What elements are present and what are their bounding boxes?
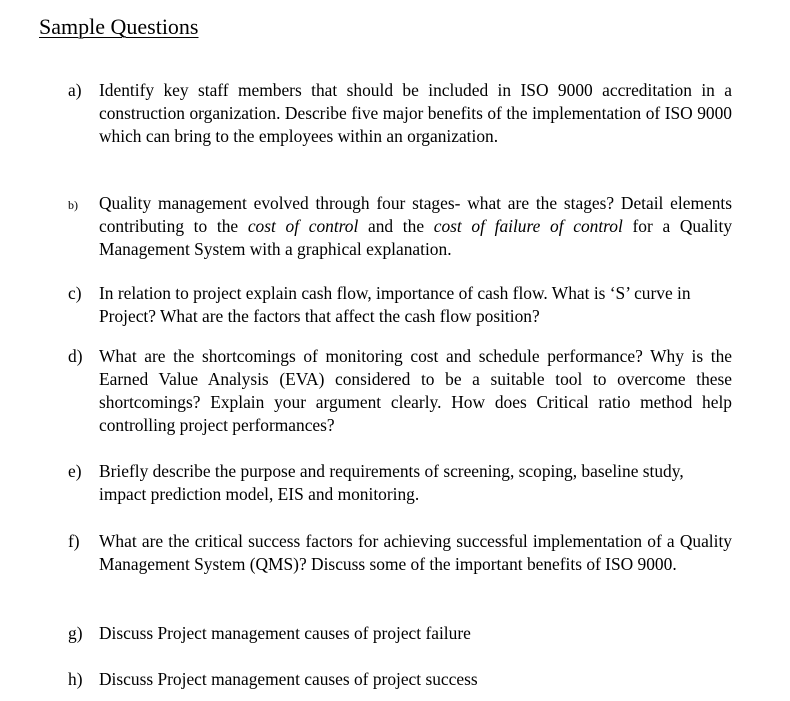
page-title: Sample Questions (39, 14, 199, 39)
question-text-emphasis: cost of control (247, 216, 359, 236)
question-item-b (68, 192, 732, 261)
question-label: d) (68, 346, 83, 366)
question-item-a (68, 79, 732, 148)
question-item-d (68, 345, 732, 437)
question-item-f (68, 530, 732, 576)
question-label: h) (68, 669, 83, 689)
question-text: Discuss Project management causes of project success (99, 669, 478, 689)
question-text: Identify key staff members that should be included in ISO 9000 accreditation in a construction organization. Describe five major benefits of the implementation of ISO 9000 which can bring to the employees within an organization. (99, 80, 732, 146)
question-item-h (68, 668, 732, 691)
question-item-g (68, 622, 732, 645)
question-label: c) (68, 283, 82, 303)
question-text-part: for a Quality Management System with a graphical explanation. (99, 216, 733, 259)
question-text (99, 192, 732, 261)
question-text: In relation to project explain cash flow, importance of cash flow. What is ‘S’ curve in Project? What are the factors that affect the cash flow position? (99, 283, 691, 326)
question-label: e) (68, 461, 82, 481)
question-text-part: and the (358, 216, 434, 236)
question-text: Briefly describe the purpose and requirements of screening, scoping, baseline study, impact prediction model, EIS and monitoring. (99, 461, 684, 504)
question-text: Discuss Project management causes of project failure (99, 623, 471, 643)
question-label: g) (68, 623, 83, 643)
question-item-e (68, 460, 732, 506)
question-text-part: Quality management evolved through four stages- what are the stages? Detail elements contributing to the (99, 193, 732, 236)
question-text: What are the critical success factors for achieving successful implementation of a Quality Management System (QMS)? Discuss some of the important benefits of ISO 9000. (99, 531, 732, 574)
question-text-emphasis: cost of failure of control (433, 216, 623, 236)
question-label: a) (68, 80, 82, 100)
question-label: b) (68, 198, 78, 212)
question-item-c (68, 282, 732, 328)
question-label: f) (68, 531, 80, 551)
question-text: What are the shortcomings of monitoring cost and schedule performance? Why is the Earned Value Analysis (EVA) considered to be a suitable tool to overcome these shortcomings? Explain your argument clearly. How does Critical ratio method help controlling project performances? (99, 346, 732, 435)
